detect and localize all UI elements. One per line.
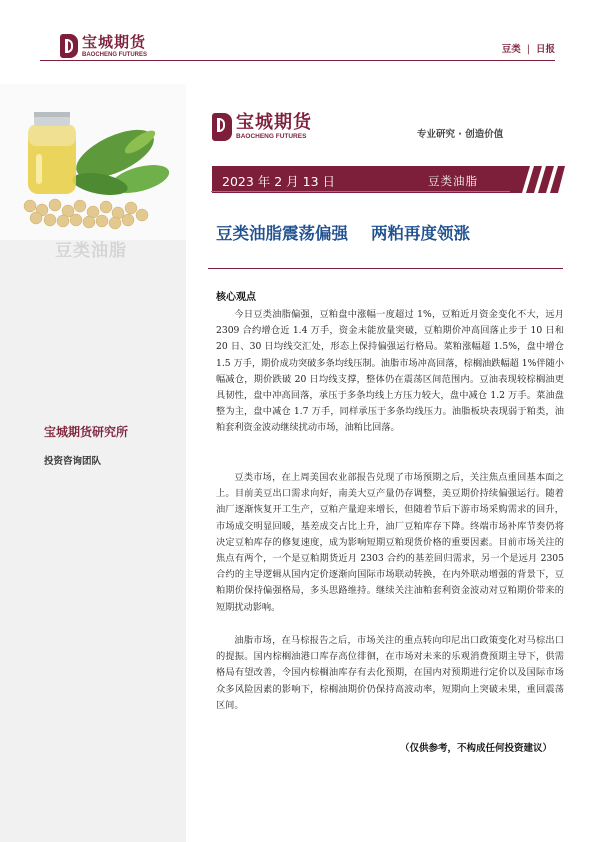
report-date: 2023 年 2 月 13 日 <box>222 174 336 189</box>
banner-stripes-decoration <box>510 166 565 193</box>
sidebar-title: 豆类油脂 <box>55 241 127 261</box>
oil-soybean-photo <box>0 84 186 240</box>
brand-motto: 专业研究 · 创造价值 <box>417 129 504 140</box>
header-divider <box>40 60 555 61</box>
header-logo-en: BAOCHENG FUTURES <box>82 51 148 58</box>
oil-jar-soybeans-illustration <box>0 84 186 240</box>
paragraph-overview: 今日豆类油脂偏强，豆粕盘中涨幅一度超过 1%，豆粕近月资金变化不大，远月 2309 合约增仓近 1.4 万手，资金未能放量突破，豆粕期价冲高回落止步于 10 日和 20 日、30 日均线交汇处，形态上保持偏强运行格局。菜粕涨幅超 1.5%，盘中增仓 1.5 万手，期价成功突破多条均线压制。油脂市场冲高回落，棕榈油跌幅超 1%伴随小幅减仓，期价跌破 20 日均线支撑，整体仍在震荡区间范围内。豆油表现较棕榈油更具韧性，盘中冲高回落，承压于多条均线上方压力较大，盘中减仓 1.2 万手。菜油盘整为主，盘中减仓 1.7 万手，同样承压于多条均线压力。油脂板块表现弱于粕类，油粕套利资金波动继续扰动市场，油粕比回落。 <box>216 309 564 434</box>
section-heading: 核心观点 <box>216 292 256 303</box>
header-tag-separator: | <box>526 44 530 55</box>
header-logo <box>60 34 147 58</box>
brand-b-logo-icon <box>60 34 78 58</box>
title-divider <box>208 268 563 269</box>
header-tag-type: 日报 <box>535 44 555 55</box>
brand-logo <box>212 113 312 141</box>
brand-b-logo-icon <box>212 113 232 141</box>
paragraph-soy-market: 豆类市场，在上周美国农业部报告兑现了市场预期之后，关注焦点重回基本面之上。目前美豆出口需求向好，南美大豆产量仍存调整，美豆期价持续偏强运行。随着油厂逐渐恢复开工生产，豆粕产量迎来增长，但随着节后下游市场采购需求的回升，市场成交明显回暖，基差成交占比上升，油厂豆粕库存下降。终端市场补库节奏仍将决定豆粕库存的修复速度，成为影响短期豆粕现货价格的重要因素。目前市场关注的焦点有两个，一个是豆粕期货近月 2303 合约的基差回归需求，另一个是远月 2305 合约的主导逻辑从国内定价逐渐向国际市场联动转换，在内外联动增强的背景下，豆粕期价保持偏强格局，多头思路维持。继续关注油粕套利资金波动对豆粕期价带来的短期扰动影响。 <box>216 472 564 613</box>
paragraph-oil-market: 油脂市场，在马棕报告之后，市场关注的重点转向印尼出口政策变化对马棕出口的提振。国内棕榈油港口库存高位徘徊，在市场对未来的乐观消费预期主导下，供需格局有望改善，令国内棕榈油库存有去化预期，在国内对预期进行定价以及国际市场众多风险因素的影响下，棕榈油期价仍保持高波动率，短期向上突破未果，重回震荡区间。 <box>216 635 564 711</box>
header-tags <box>502 41 555 55</box>
header-logo-cn: 宝城期货 <box>82 32 147 51</box>
disclaimer: （仅供参考，不构成任何投资建议） <box>400 743 553 754</box>
header-tag-category: 豆类 <box>501 44 521 55</box>
report-title: 豆类油脂震荡偏强 两粕再度领涨 <box>216 224 470 243</box>
report-category: 豆类油脂 <box>428 174 478 188</box>
brand-logo-cn: 宝城期货 <box>236 111 312 133</box>
brand-logo-en: BAOCHENG FUTURES <box>236 132 307 140</box>
sidebar-team: 投资咨询团队 <box>44 456 102 467</box>
sidebar-institute: 宝城期货研究所 <box>44 425 129 439</box>
page-header <box>0 0 595 62</box>
